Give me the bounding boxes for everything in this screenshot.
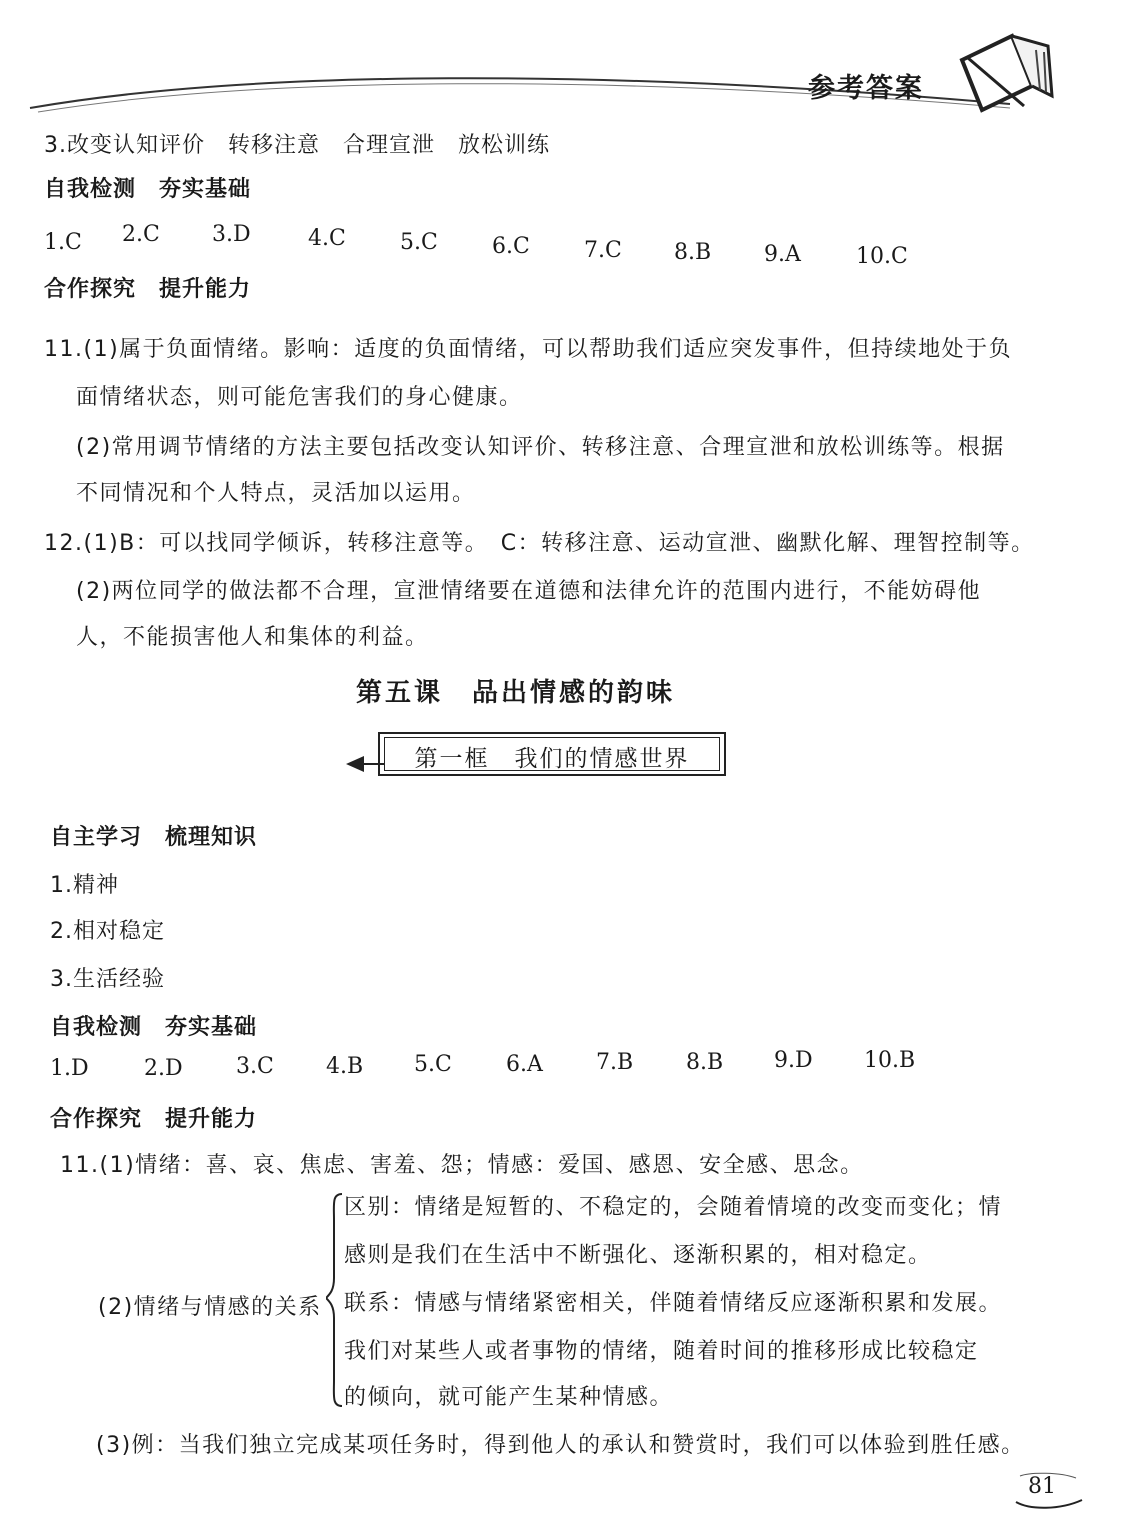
choice-answer: 10.C bbox=[856, 244, 908, 269]
frame-title-box bbox=[378, 732, 726, 776]
choice-answer: 2.D bbox=[144, 1056, 183, 1081]
coop-heading: 合作探究 提升能力 bbox=[44, 277, 252, 302]
header-title: 参考答案 bbox=[808, 73, 924, 104]
relation-label: (2)情绪与情感的关系 bbox=[98, 1295, 322, 1320]
relation-link-line2: 我们对某些人或者事物的情绪，随着时间的推移形成比较稳定 bbox=[344, 1339, 979, 1364]
answer-q11-2-line2: 不同情况和个人特点，灵活加以运用。 bbox=[76, 481, 476, 506]
relation-diff-line2: 感则是我们在生活中不断强化、逐渐积累的，相对稳定。 bbox=[344, 1243, 932, 1268]
choice-answer: 5.C bbox=[414, 1052, 452, 1077]
choice-answer: 2.C bbox=[122, 222, 160, 247]
study-item: 1.精神 bbox=[50, 873, 119, 898]
header-decoration bbox=[0, 0, 1140, 130]
choice-answer: 9.D bbox=[774, 1048, 813, 1073]
brace-icon bbox=[326, 1190, 346, 1410]
relation-link-line3: 的倾向，就可能产生某种情感。 bbox=[344, 1385, 674, 1410]
answer-q11-2-line1: (2)常用调节情绪的方法主要包括改变认知评价、转移注意、合理宣泄和放松训练等。根据 bbox=[76, 435, 1005, 460]
answer-q11-1-line1: 11.(1)属于负面情绪。影响：适度的负面情绪，可以帮助我们适应突发事件，但持续地处于负 bbox=[44, 337, 1013, 362]
choice-answer: 3.C bbox=[236, 1054, 274, 1079]
relation-diff-line1: 区别：情绪是短暂的、不稳定的，会随着情境的改变而变化；情 bbox=[344, 1195, 1003, 1220]
self-check-heading: 自我检测 夯实基础 bbox=[44, 177, 252, 202]
choice-answer: 4.B bbox=[326, 1054, 364, 1079]
choice-answer: 8.B bbox=[686, 1050, 724, 1075]
frame-title: 第一框 我们的情感世界 bbox=[414, 746, 690, 772]
page-number: 81 bbox=[1028, 1474, 1056, 1499]
answer-q12-2-line1: (2)两位同学的做法都不合理，宣泄情绪要在道德和法律允许的范围内进行，不能妨碍他 bbox=[76, 579, 982, 604]
book-icon bbox=[962, 36, 1052, 110]
choice-answer: 6.A bbox=[506, 1052, 543, 1077]
choice-answer: 8.B bbox=[674, 240, 712, 265]
choice-answer: 1.C bbox=[44, 230, 82, 255]
choice-answer: 3.D bbox=[212, 222, 251, 247]
choice-answer: 4.C bbox=[308, 226, 346, 251]
study-item: 2.相对稳定 bbox=[50, 919, 165, 944]
choice-answer: 9.A bbox=[764, 242, 801, 267]
choice-answer: 1.D bbox=[50, 1056, 89, 1081]
answer-q11-1-line2: 面情绪状态，则可能危害我们的身心健康。 bbox=[76, 385, 523, 410]
answer-q12-1: 12.(1)B：可以找同学倾诉，转移注意等。 C：转移注意、运动宣泄、幽默化解、理智控制等。 bbox=[44, 531, 1035, 556]
lesson-title: 第五课 品出情感的韵味 bbox=[356, 678, 676, 708]
study-heading: 自主学习 梳理知识 bbox=[50, 825, 258, 850]
choice-answer: 7.B bbox=[596, 1050, 634, 1075]
study-item: 3.生活经验 bbox=[50, 967, 165, 992]
choice-answer: 5.C bbox=[400, 230, 438, 255]
choice-answer: 7.C bbox=[584, 238, 622, 263]
coop-heading-2: 合作探究 提升能力 bbox=[50, 1107, 258, 1132]
choice-answer: 10.B bbox=[864, 1048, 916, 1073]
relation-link-line1: 联系：情感与情绪紧密相关，伴随着情绪反应逐渐积累和发展。 bbox=[344, 1291, 1003, 1316]
answer-q11-1-part2: 11.(1)情绪：喜、哀、焦虑、害羞、怨；情感：爱国、感恩、安全感、思念。 bbox=[60, 1153, 864, 1178]
choice-answer: 6.C bbox=[492, 234, 530, 259]
answer-q12-2-line2: 人，不能损害他人和集体的利益。 bbox=[76, 625, 429, 650]
answer-q11-3: (3)例：当我们独立完成某项任务时，得到他人的承认和赞赏时，我们可以体验到胜任感。 bbox=[96, 1433, 1025, 1458]
answer-q3: 3.改变认知评价 转移注意 合理宣泄 放松训练 bbox=[44, 133, 550, 158]
self-check-heading-2: 自我检测 夯实基础 bbox=[50, 1015, 258, 1040]
